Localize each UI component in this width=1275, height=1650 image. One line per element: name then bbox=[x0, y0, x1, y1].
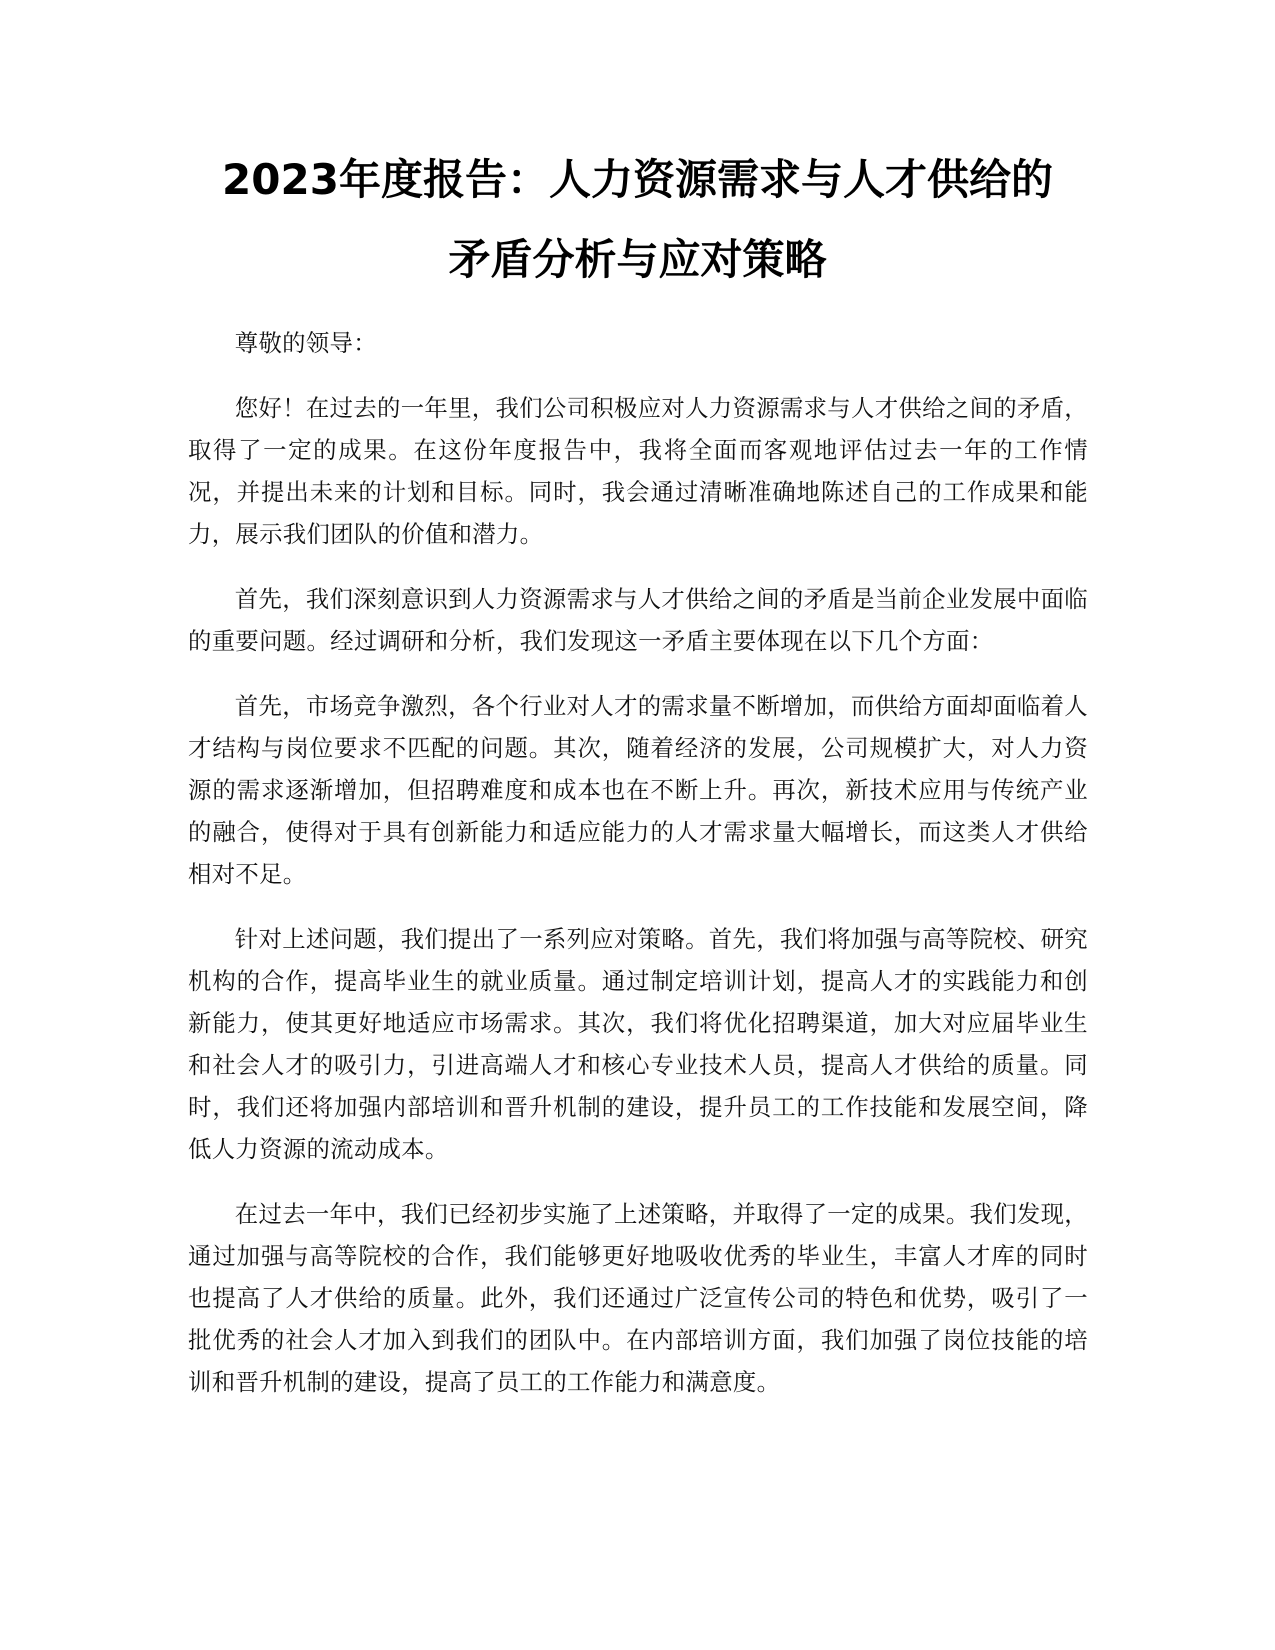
salutation: 尊敬的领导： bbox=[234, 329, 377, 357]
document-title-line-1: 2023年度报告：人力资源需求与人才供给的 bbox=[222, 155, 1053, 204]
paragraph-strategies: 针对上述问题，我们提出了一系列应对策略。首先，我们将加强与高等院校、研究机构的合作，提高毕业生的就业质量。通过制定培训计划，提高人才的实践能力和创新能力，使其更好地适应市场需求。其次，我们将优化招聘渠道，加大对应届毕业生和社会人才的吸引力，引进高端人才和核心专业技术人员，提高人才供给的质量。同时，我们还将加强内部培训和晋升机制的建设，提升员工的工作技能和发展空间，降低人力资源的流动成本。 bbox=[188, 925, 1088, 1163]
paragraph-problem-intro: 首先，我们深刻意识到人力资源需求与人才供给之间的矛盾是当前企业发展中面临的重要问题。经过调研和分析，我们发现这一矛盾主要体现在以下几个方面： bbox=[188, 585, 1088, 655]
paragraph-problem-details: 首先，市场竞争激烈，各个行业对人才的需求量不断增加，而供给方面却面临着人才结构与岗位要求不匹配的问题。其次，随着经济的发展，公司规模扩大，对人力资源的需求逐渐增加，但招聘难度和成本也在不断上升。再次，新技术应用与传统产业的融合，使得对于具有创新能力和适应能力的人才需求量大幅增长，而这类人才供给相对不足。 bbox=[188, 692, 1088, 888]
document-title bbox=[150, 140, 1125, 300]
document-body bbox=[188, 322, 1088, 1426]
document-title-line-2: 矛盾分析与应对策略 bbox=[448, 235, 827, 284]
paragraph-results: 在过去一年中，我们已经初步实施了上述策略，并取得了一定的成果。我们发现，通过加强与高等院校的合作，我们能够更好地吸收优秀的毕业生，丰富人才库的同时也提高了人才供给的质量。此外，我们还通过广泛宣传公司的特色和优势，吸引了一批优秀的社会人才加入到我们的团队中。在内部培训方面，我们加强了岗位技能的培训和晋升机制的建设，提高了员工的工作能力和满意度。 bbox=[188, 1200, 1088, 1396]
paragraph-greeting: 您好！在过去的一年里，我们公司积极应对人力资源需求与人才供给之间的矛盾，取得了一定的成果。在这份年度报告中，我将全面而客观地评估过去一年的工作情况，并提出未来的计划和目标。同时，我会通过清晰准确地陈述自己的工作成果和能力，展示我们团队的价值和潜力。 bbox=[188, 394, 1088, 548]
